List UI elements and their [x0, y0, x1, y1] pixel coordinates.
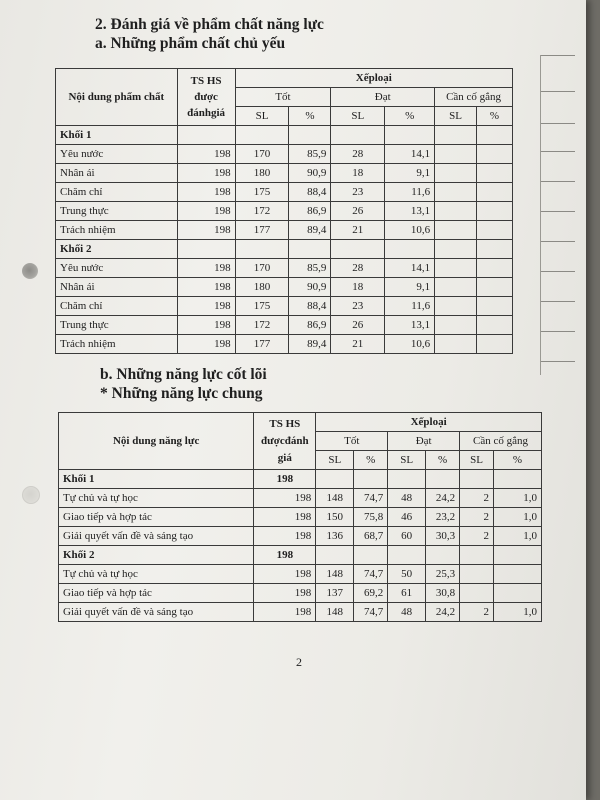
grade-header: Đạt	[331, 88, 435, 107]
sub-header: SL	[316, 451, 354, 470]
sub-header: SL	[388, 451, 426, 470]
page-number: 2	[296, 655, 302, 669]
grade-header: Tốt	[235, 88, 331, 107]
col-header-content: Nội dung phẩm chất	[56, 69, 178, 126]
sub-header: %	[426, 451, 460, 470]
competencies-table	[58, 412, 542, 622]
sub-header: %	[289, 107, 331, 126]
grade-header: Cần cố gắng	[435, 88, 513, 107]
punch-hole	[22, 263, 38, 279]
sub-header: %	[494, 451, 542, 470]
grade-header: Cần cố gắng	[460, 432, 542, 451]
section-title: 2. Đánh giá về phẩm chất năng lực	[95, 16, 324, 33]
subtitle-b2: * Những năng lực chung	[100, 385, 263, 402]
group-total: 198	[254, 470, 316, 489]
grade-header: Tốt	[316, 432, 388, 451]
table-row: Tự chủ và tự học 198 148 74,7 48 24,2 2 1,0	[59, 489, 542, 508]
table-row: Giao tiếp và hợp tác 198 150 75,8 46 23,2 2 1,0	[59, 508, 542, 527]
col-header-total: TS HS đượcđánh giá	[254, 413, 316, 470]
punch-hole	[22, 486, 40, 504]
sub-header: SL	[460, 451, 494, 470]
table-row: Trách nhiệm 198 177 89,4 21 10,6	[56, 335, 513, 354]
col-header-total: TS HS được đánhgiá	[177, 69, 235, 126]
table-row: Trung thực 198 172 86,9 26 13,1	[56, 202, 513, 221]
sub-header: %	[385, 107, 435, 126]
sub-header: %	[477, 107, 513, 126]
table-row: Giao tiếp và hợp tác 198 137 69,2 61 30,8	[59, 584, 542, 603]
table-row: Giải quyết vấn đề và sáng tạo 198 136 68,7 60 30,3 2 1,0	[59, 527, 542, 546]
sub-header: SL	[331, 107, 385, 126]
subtitle-b: b. Những năng lực cốt lõi	[100, 366, 267, 383]
underlying-page-edge	[540, 55, 575, 375]
grade-header: Đạt	[388, 432, 460, 451]
col-header-content: Nội dung năng lực	[59, 413, 254, 470]
col-header-xeploai: Xếploại	[235, 69, 512, 88]
table-row: Yêu nước 198 170 85,9 28 14,1	[56, 259, 513, 278]
sub-header: SL	[235, 107, 289, 126]
group-total: 198	[254, 546, 316, 565]
group-label: Khối 1	[56, 126, 178, 145]
group-label: Khối 2	[59, 546, 254, 565]
table-row: Tự chủ và tự học 198 148 74,7 50 25,3	[59, 565, 542, 584]
table-row: Nhân ái 198 180 90,9 18 9,1	[56, 164, 513, 183]
qualities-table	[55, 68, 513, 354]
group-label: Khối 2	[56, 240, 178, 259]
table-row: Chăm chỉ 198 175 88,4 23 11,6	[56, 297, 513, 316]
table-row: Trung thực 198 172 86,9 26 13,1	[56, 316, 513, 335]
table-row: Nhân ái 198 180 90,9 18 9,1	[56, 278, 513, 297]
col-header-xeploai: Xếploại	[316, 413, 542, 432]
subtitle-a: a. Những phẩm chất chủ yếu	[95, 35, 286, 52]
table-row: Chăm chỉ 198 175 88,4 23 11,6	[56, 183, 513, 202]
table-row: Giải quyết vấn đề và sáng tạo 198 148 74,7 48 24,2 2 1,0	[59, 603, 542, 622]
sub-header: SL	[435, 107, 477, 126]
sub-header: %	[354, 451, 388, 470]
table-row: Trách nhiệm 198 177 89,4 21 10,6	[56, 221, 513, 240]
group-label: Khối 1	[59, 470, 254, 489]
table-row: Yêu nước 198 170 85,9 28 14,1	[56, 145, 513, 164]
